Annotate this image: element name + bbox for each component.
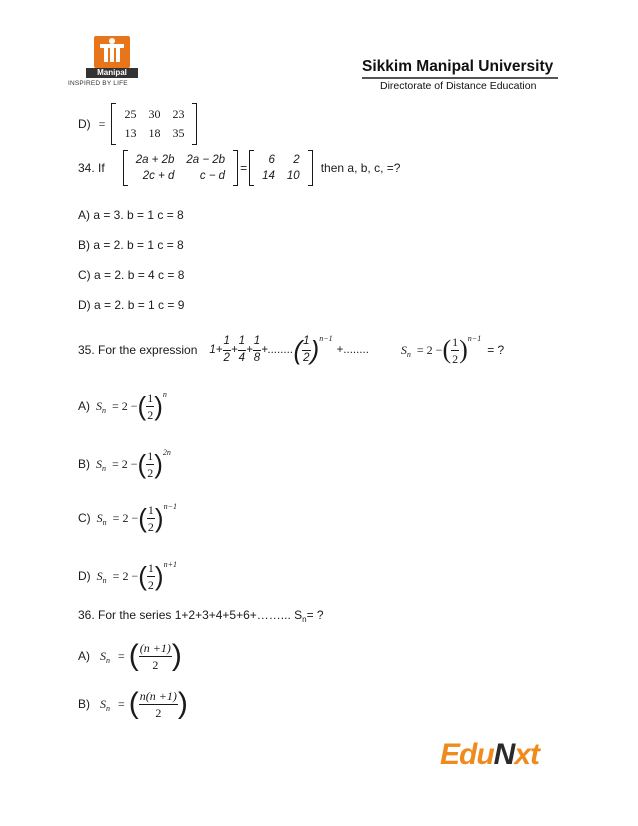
matrix-cell: 35: [172, 126, 185, 140]
series-fraction: [253, 336, 261, 364]
fraction-denominator: 2: [147, 407, 154, 422]
fraction-denominator: 2: [155, 705, 162, 720]
sn-equals: = 2 −: [112, 456, 138, 471]
left-paren: (: [293, 334, 303, 365]
fraction-denominator: 2: [303, 351, 310, 364]
fraction-numerator: n(n +1): [139, 688, 177, 703]
fraction-denominator: 2: [147, 519, 154, 534]
q35-question-mark: = ?: [487, 343, 505, 357]
option-fraction: [146, 450, 154, 479]
fraction-denominator: 2: [223, 351, 230, 364]
fraction-numerator: (n +1): [139, 640, 171, 655]
left-paren: (: [138, 502, 147, 533]
series-dots: ........: [267, 344, 294, 356]
fraction-numerator: 1: [147, 502, 154, 517]
right-paren: ): [177, 687, 188, 720]
sn-equals: =: [118, 696, 125, 711]
sn-equals: = 2 −: [416, 342, 443, 357]
matrix-cell: 13: [124, 126, 137, 140]
sn-fraction: [451, 336, 459, 365]
series-fraction: [238, 336, 246, 364]
fraction-denominator: 4: [238, 351, 246, 364]
matrix-cell: 14: [262, 170, 275, 182]
q35-option-a: [78, 386, 167, 426]
matrix-cell: 18: [148, 126, 161, 140]
sn-symbol: S: [100, 648, 106, 663]
right-paren: ): [310, 334, 320, 365]
exponent: n−1: [319, 333, 333, 343]
sn-subscript: n: [406, 349, 411, 359]
right-paren: ): [459, 335, 468, 364]
option-label: D): [78, 569, 91, 583]
exponent: n: [162, 389, 167, 399]
sn-equals: =: [118, 648, 125, 663]
header-rule: [362, 77, 558, 79]
manipal-tagline: INSPIRED BY LIFE: [68, 80, 128, 87]
matrix-cell: 10: [286, 170, 300, 182]
university-name: Sikkim Manipal University: [362, 58, 554, 75]
exponent: 2n: [162, 447, 171, 457]
q34-rhs-matrix: [249, 150, 313, 186]
q36-option-b: [78, 684, 188, 724]
q34-prefix: 34. If: [78, 161, 105, 175]
option-fraction: [139, 642, 172, 671]
sn-symbol: S: [100, 696, 106, 711]
fraction-denominator: 2: [147, 465, 154, 480]
q36-option-a: [78, 636, 182, 676]
fraction-denominator: 2: [152, 657, 159, 672]
matrix-cell: 30: [148, 107, 161, 121]
q34-option-d: D) a = 2. b = 1 c = 9: [78, 298, 185, 312]
q35-series: [209, 335, 369, 366]
q34-equals: =: [240, 161, 248, 175]
sn-subscript: n: [102, 575, 107, 585]
sn-subscript: n: [106, 655, 110, 665]
edunext-brand-xt: xt: [514, 738, 540, 771]
fraction-numerator: 1: [147, 560, 154, 575]
sn-symbol: S: [96, 398, 102, 413]
right-paren: ): [154, 390, 163, 421]
plus-sign: +: [230, 344, 238, 356]
q36-question: [78, 608, 324, 622]
matrix-cell: 2c + d: [142, 170, 175, 182]
series-start: 1+: [209, 344, 223, 356]
matrix-cell: 2: [293, 154, 300, 166]
sn-symbol: S: [400, 342, 407, 357]
fraction-denominator: 8: [253, 351, 261, 364]
q36-text: 36. For the series 1+2+3+4+5+6+……... S: [78, 608, 303, 622]
option-label: C): [78, 511, 91, 525]
option-fraction: [139, 690, 178, 719]
q35-option-b: [78, 444, 171, 484]
edunext-brand-n: N: [493, 738, 515, 771]
left-paren: (: [128, 687, 139, 720]
matrix-cell: 6: [268, 154, 275, 166]
left-paren: (: [128, 639, 139, 672]
q34-question: [78, 150, 400, 186]
q33-d-label: D): [78, 117, 91, 131]
series-fraction: [302, 336, 310, 364]
sn-symbol: S: [96, 456, 102, 471]
option-fraction: [146, 392, 154, 421]
sn-symbol: S: [96, 510, 103, 525]
q36-question-mark: = ?: [306, 608, 324, 622]
exponent: n−1: [467, 333, 482, 343]
fraction-denominator: 2: [452, 351, 459, 366]
matrix-cell: c − d: [199, 170, 226, 182]
q35-question: [78, 330, 504, 370]
directorate-name: Directorate of Distance Education: [380, 80, 537, 92]
option-label: B): [78, 457, 90, 471]
option-label: B): [78, 697, 90, 711]
left-paren: (: [137, 390, 147, 421]
q34-lhs-matrix: [123, 150, 238, 186]
left-paren: (: [442, 335, 452, 364]
fraction-numerator: 1: [302, 336, 310, 351]
left-paren: (: [137, 448, 147, 479]
exponent: n−1: [163, 501, 177, 511]
sn-symbol: S: [96, 568, 103, 583]
fraction-numerator: 1: [223, 336, 231, 351]
right-paren: ): [154, 560, 164, 591]
q36-subscript: n: [302, 615, 307, 624]
q33-d-matrix: [111, 103, 197, 145]
q34-option-b: B) a = 2. b = 1 c = 8: [78, 238, 184, 252]
option-label: A): [78, 399, 90, 413]
manipal-logo-text: Manipal: [86, 68, 138, 78]
series-tail: +........: [336, 344, 369, 356]
right-paren: ): [171, 639, 182, 672]
option-fraction: [147, 562, 155, 591]
q33-option-d: [78, 103, 197, 145]
sn-subscript: n: [102, 463, 106, 473]
fraction-numerator: 1: [147, 390, 154, 405]
option-fraction: [147, 504, 155, 533]
q35-option-d: [78, 556, 177, 596]
sn-subscript: n: [102, 405, 106, 415]
matrix-cell: 23: [172, 107, 185, 121]
sn-subscript: n: [106, 703, 110, 713]
sn-equals: = 2 −: [112, 568, 139, 583]
q34-suffix: then a, b, c, =?: [320, 161, 401, 175]
edunext-brand-edu: Edu: [440, 738, 494, 771]
right-paren: ): [154, 448, 163, 479]
series-fraction: [223, 336, 231, 364]
q34-option-c: C) a = 2. b = 4 c = 8: [78, 268, 185, 282]
fraction-numerator: 1: [253, 336, 261, 351]
q35-option-c: [78, 498, 177, 538]
manipal-emblem-icon: [94, 36, 130, 68]
fraction-numerator: 1: [238, 336, 246, 351]
sn-equals: = 2 −: [112, 510, 139, 525]
sn-subscript: n: [102, 517, 107, 527]
q35-sn: [401, 335, 481, 365]
q33-d-equals: =: [98, 116, 106, 131]
q34-option-a: A) a = 3. b = 1 c = 8: [78, 208, 184, 222]
right-paren: ): [154, 502, 164, 533]
left-paren: (: [138, 560, 147, 591]
exponent: n+1: [163, 559, 177, 569]
edunext-logo: [440, 738, 539, 772]
plus-sign: +: [261, 344, 268, 356]
fraction-numerator: 1: [147, 448, 154, 463]
fraction-denominator: 2: [147, 577, 154, 592]
option-label: A): [78, 649, 90, 663]
matrix-cell: 2a − 2b: [186, 154, 226, 166]
fraction-numerator: 1: [452, 334, 459, 349]
matrix-cell: 25: [124, 107, 137, 121]
q35-prefix: 35. For the expression: [78, 343, 198, 357]
plus-sign: +: [246, 344, 253, 356]
matrix-cell: 2a + 2b: [135, 154, 175, 166]
sn-equals: = 2 −: [112, 398, 138, 413]
